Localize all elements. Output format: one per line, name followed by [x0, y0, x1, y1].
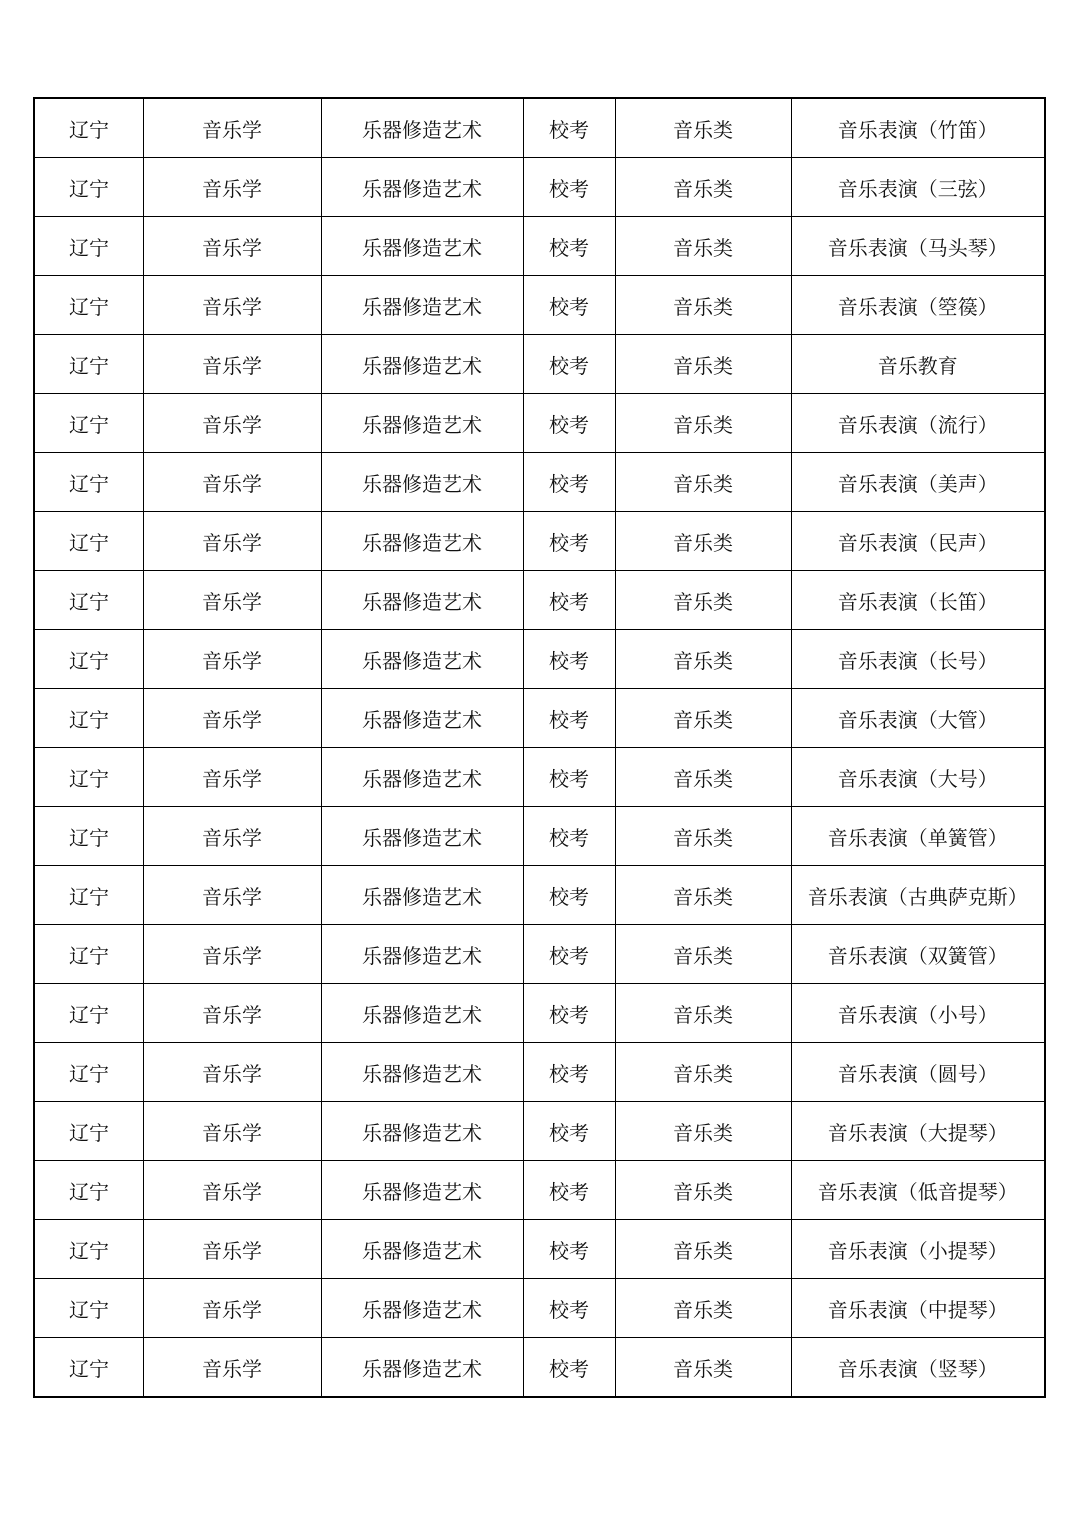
- major-cell: 乐器修造艺术: [321, 98, 523, 158]
- exam-type-cell: 校考: [523, 1279, 615, 1338]
- direction-cell: 音乐表演（大提琴）: [791, 1102, 1045, 1161]
- subject-cell: 音乐学: [143, 335, 321, 394]
- category-cell: 音乐类: [615, 1043, 791, 1102]
- category-cell: 音乐类: [615, 925, 791, 984]
- category-cell: 音乐类: [615, 1161, 791, 1220]
- direction-cell: 音乐表演（竹笛）: [791, 98, 1045, 158]
- major-cell: 乐器修造艺术: [321, 276, 523, 335]
- direction-cell: 音乐表演（大管）: [791, 689, 1045, 748]
- province-cell: 辽宁: [34, 1220, 143, 1279]
- table-row: [34, 158, 1045, 217]
- major-cell: 乐器修造艺术: [321, 630, 523, 689]
- direction-cell: 音乐表演（单簧管）: [791, 807, 1045, 866]
- exam-type-cell: 校考: [523, 98, 615, 158]
- subject-cell: 音乐学: [143, 984, 321, 1043]
- major-cell: 乐器修造艺术: [321, 984, 523, 1043]
- subject-cell: 音乐学: [143, 98, 321, 158]
- exam-type-cell: 校考: [523, 512, 615, 571]
- major-cell: 乐器修造艺术: [321, 689, 523, 748]
- province-cell: 辽宁: [34, 984, 143, 1043]
- table-row: [34, 1161, 1045, 1220]
- major-cell: 乐器修造艺术: [321, 1043, 523, 1102]
- province-cell: 辽宁: [34, 1102, 143, 1161]
- major-cell: 乐器修造艺术: [321, 217, 523, 276]
- category-cell: 音乐类: [615, 984, 791, 1043]
- province-cell: 辽宁: [34, 689, 143, 748]
- table-row: [34, 1043, 1045, 1102]
- subject-cell: 音乐学: [143, 158, 321, 217]
- exam-type-cell: 校考: [523, 748, 615, 807]
- category-cell: 音乐类: [615, 1338, 791, 1398]
- table-row: [34, 689, 1045, 748]
- direction-cell: 音乐表演（美声）: [791, 453, 1045, 512]
- major-cell: 乐器修造艺术: [321, 748, 523, 807]
- subject-cell: 音乐学: [143, 512, 321, 571]
- major-cell: 乐器修造艺术: [321, 394, 523, 453]
- subject-cell: 音乐学: [143, 217, 321, 276]
- table-row: [34, 984, 1045, 1043]
- category-cell: 音乐类: [615, 1220, 791, 1279]
- admissions-table: [33, 97, 1046, 1398]
- category-cell: 音乐类: [615, 571, 791, 630]
- direction-cell: 音乐表演（大号）: [791, 748, 1045, 807]
- direction-cell: 音乐表演（低音提琴）: [791, 1161, 1045, 1220]
- subject-cell: 音乐学: [143, 1279, 321, 1338]
- province-cell: 辽宁: [34, 1338, 143, 1398]
- exam-type-cell: 校考: [523, 630, 615, 689]
- subject-cell: 音乐学: [143, 748, 321, 807]
- subject-cell: 音乐学: [143, 1338, 321, 1398]
- major-cell: 乐器修造艺术: [321, 158, 523, 217]
- major-cell: 乐器修造艺术: [321, 335, 523, 394]
- subject-cell: 音乐学: [143, 1220, 321, 1279]
- major-cell: 乐器修造艺术: [321, 512, 523, 571]
- province-cell: 辽宁: [34, 276, 143, 335]
- exam-type-cell: 校考: [523, 1220, 615, 1279]
- category-cell: 音乐类: [615, 335, 791, 394]
- direction-cell: 音乐表演（马头琴）: [791, 217, 1045, 276]
- table-row: [34, 807, 1045, 866]
- subject-cell: 音乐学: [143, 1161, 321, 1220]
- subject-cell: 音乐学: [143, 807, 321, 866]
- subject-cell: 音乐学: [143, 866, 321, 925]
- category-cell: 音乐类: [615, 512, 791, 571]
- province-cell: 辽宁: [34, 394, 143, 453]
- subject-cell: 音乐学: [143, 394, 321, 453]
- direction-cell: 音乐表演（小提琴）: [791, 1220, 1045, 1279]
- category-cell: 音乐类: [615, 807, 791, 866]
- table-row: [34, 1102, 1045, 1161]
- table-body: [34, 98, 1045, 1397]
- province-cell: 辽宁: [34, 1161, 143, 1220]
- exam-type-cell: 校考: [523, 276, 615, 335]
- exam-type-cell: 校考: [523, 689, 615, 748]
- direction-cell: 音乐表演（圆号）: [791, 1043, 1045, 1102]
- province-cell: 辽宁: [34, 630, 143, 689]
- direction-cell: 音乐表演（箜篌）: [791, 276, 1045, 335]
- major-cell: 乐器修造艺术: [321, 1220, 523, 1279]
- subject-cell: 音乐学: [143, 630, 321, 689]
- direction-cell: 音乐表演（古典萨克斯）: [791, 866, 1045, 925]
- exam-type-cell: 校考: [523, 984, 615, 1043]
- category-cell: 音乐类: [615, 158, 791, 217]
- subject-cell: 音乐学: [143, 453, 321, 512]
- direction-cell: 音乐教育: [791, 335, 1045, 394]
- major-cell: 乐器修造艺术: [321, 1161, 523, 1220]
- table-row: [34, 866, 1045, 925]
- province-cell: 辽宁: [34, 748, 143, 807]
- direction-cell: 音乐表演（三弦）: [791, 158, 1045, 217]
- major-cell: 乐器修造艺术: [321, 1102, 523, 1161]
- category-cell: 音乐类: [615, 1102, 791, 1161]
- exam-type-cell: 校考: [523, 571, 615, 630]
- category-cell: 音乐类: [615, 453, 791, 512]
- province-cell: 辽宁: [34, 217, 143, 276]
- direction-cell: 音乐表演（双簧管）: [791, 925, 1045, 984]
- exam-type-cell: 校考: [523, 335, 615, 394]
- major-cell: 乐器修造艺术: [321, 866, 523, 925]
- exam-type-cell: 校考: [523, 217, 615, 276]
- province-cell: 辽宁: [34, 1043, 143, 1102]
- province-cell: 辽宁: [34, 335, 143, 394]
- category-cell: 音乐类: [615, 394, 791, 453]
- table-row: [34, 571, 1045, 630]
- province-cell: 辽宁: [34, 1279, 143, 1338]
- direction-cell: 音乐表演（竖琴）: [791, 1338, 1045, 1398]
- subject-cell: 音乐学: [143, 276, 321, 335]
- province-cell: 辽宁: [34, 98, 143, 158]
- table-row: [34, 217, 1045, 276]
- province-cell: 辽宁: [34, 453, 143, 512]
- table-row: [34, 925, 1045, 984]
- table-row: [34, 1220, 1045, 1279]
- exam-type-cell: 校考: [523, 394, 615, 453]
- province-cell: 辽宁: [34, 925, 143, 984]
- province-cell: 辽宁: [34, 158, 143, 217]
- major-cell: 乐器修造艺术: [321, 453, 523, 512]
- category-cell: 音乐类: [615, 866, 791, 925]
- exam-type-cell: 校考: [523, 158, 615, 217]
- direction-cell: 音乐表演（长笛）: [791, 571, 1045, 630]
- table-row: [34, 335, 1045, 394]
- exam-type-cell: 校考: [523, 866, 615, 925]
- table-row: [34, 630, 1045, 689]
- exam-type-cell: 校考: [523, 807, 615, 866]
- table-row: [34, 453, 1045, 512]
- exam-type-cell: 校考: [523, 1161, 615, 1220]
- table-row: [34, 276, 1045, 335]
- category-cell: 音乐类: [615, 98, 791, 158]
- subject-cell: 音乐学: [143, 1102, 321, 1161]
- category-cell: 音乐类: [615, 689, 791, 748]
- subject-cell: 音乐学: [143, 689, 321, 748]
- table-row: [34, 98, 1045, 158]
- category-cell: 音乐类: [615, 276, 791, 335]
- direction-cell: 音乐表演（长号）: [791, 630, 1045, 689]
- province-cell: 辽宁: [34, 571, 143, 630]
- table-row: [34, 1279, 1045, 1338]
- exam-type-cell: 校考: [523, 453, 615, 512]
- province-cell: 辽宁: [34, 512, 143, 571]
- category-cell: 音乐类: [615, 1279, 791, 1338]
- category-cell: 音乐类: [615, 630, 791, 689]
- subject-cell: 音乐学: [143, 571, 321, 630]
- major-cell: 乐器修造艺术: [321, 571, 523, 630]
- exam-type-cell: 校考: [523, 925, 615, 984]
- major-cell: 乐器修造艺术: [321, 1279, 523, 1338]
- province-cell: 辽宁: [34, 807, 143, 866]
- major-cell: 乐器修造艺术: [321, 925, 523, 984]
- direction-cell: 音乐表演（小号）: [791, 984, 1045, 1043]
- category-cell: 音乐类: [615, 217, 791, 276]
- direction-cell: 音乐表演（中提琴）: [791, 1279, 1045, 1338]
- table-row: [34, 748, 1045, 807]
- subject-cell: 音乐学: [143, 1043, 321, 1102]
- direction-cell: 音乐表演（流行）: [791, 394, 1045, 453]
- direction-cell: 音乐表演（民声）: [791, 512, 1045, 571]
- province-cell: 辽宁: [34, 866, 143, 925]
- exam-type-cell: 校考: [523, 1043, 615, 1102]
- major-cell: 乐器修造艺术: [321, 1338, 523, 1398]
- major-cell: 乐器修造艺术: [321, 807, 523, 866]
- table-row: [34, 394, 1045, 453]
- table-row: [34, 512, 1045, 571]
- exam-type-cell: 校考: [523, 1338, 615, 1398]
- exam-type-cell: 校考: [523, 1102, 615, 1161]
- subject-cell: 音乐学: [143, 925, 321, 984]
- category-cell: 音乐类: [615, 748, 791, 807]
- table-row: [34, 1338, 1045, 1398]
